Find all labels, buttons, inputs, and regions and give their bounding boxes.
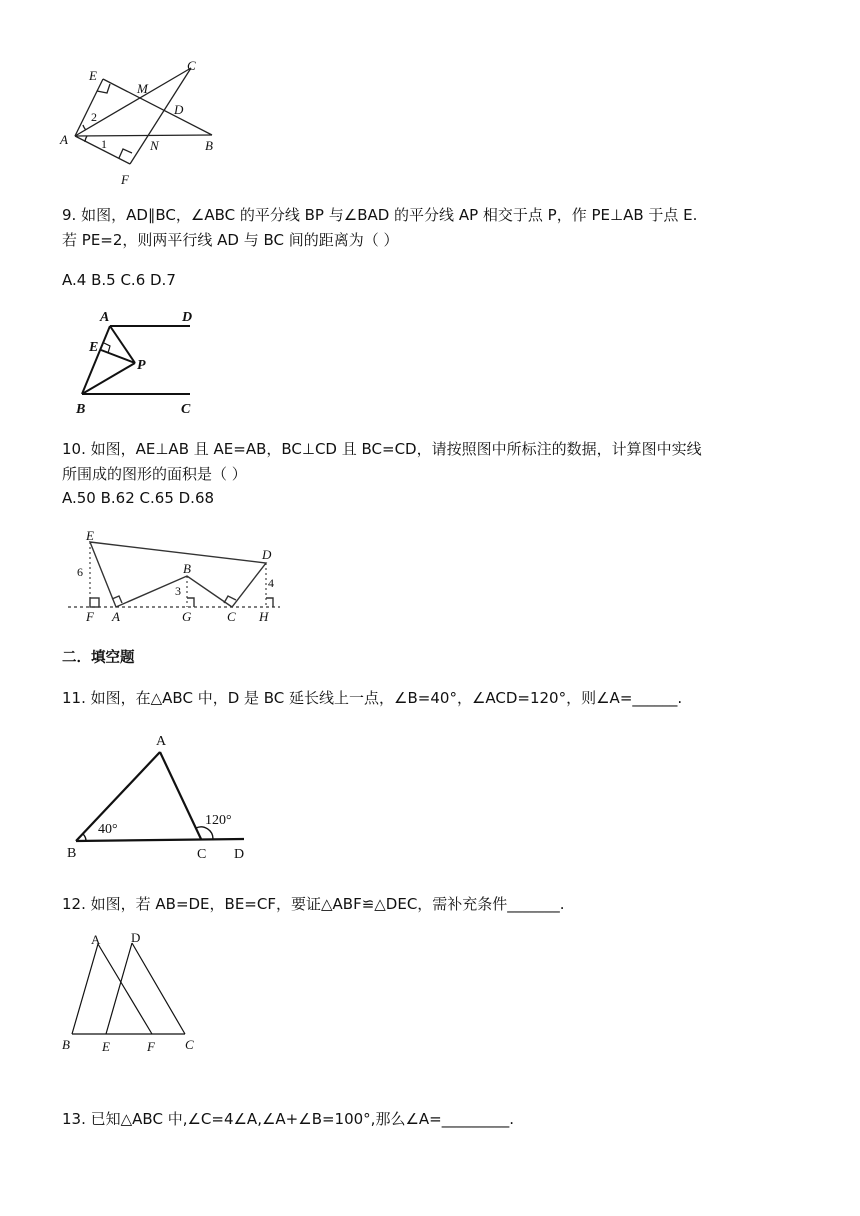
label-D: D [182,310,193,325]
label-B: B [183,561,191,576]
label-E: E [89,68,97,83]
label-F: F [86,609,94,624]
angle-ACD-label: 120° [205,813,232,828]
label-A: A [112,609,120,624]
label-E: E [102,1039,110,1054]
label-A: A [91,932,101,947]
label-B: B [62,1037,70,1052]
label-A: A [60,132,68,147]
question-12: 12. 如图，若 AB=DE，BE=CF，要证△ABF≌△DEC，需补充条件_______. [62,895,565,913]
question-11: 11. 如图，在△ABC 中，D 是 BC 延长线上一点，∠B=40°，∠ACD=120°，则∠A=______. [62,689,683,707]
question-10-line-1: 10. 如图，AE⊥AB 且 AE=AB，BC⊥CD 且 BC=CD，请按照图中所标注的数据，计算图中实线 [62,440,702,458]
figure-q10 [66,525,286,625]
label-4: 4 [268,576,274,590]
label-B: B [76,402,86,417]
label-D: D [131,930,141,945]
question-10-line-2: 所围成的图形的面积是（ ） [62,465,247,483]
question-9-line-2: 若 PE=2，则两平行线 AD 与 BC 间的距离为（ ） [62,231,399,249]
label-D: D [262,547,272,562]
label-G: G [182,609,192,624]
section-title: 二．填空题 [62,650,135,666]
label-B: B [205,138,213,153]
label-A: A [100,310,110,325]
label-C: C [187,58,196,73]
label-H: H [259,609,269,624]
figure-q11 [62,725,262,865]
label-D: D [234,847,245,862]
label-P: P [137,358,146,373]
label-3: 3 [175,584,181,598]
label-E: E [89,340,99,355]
angle-B-label: 40° [98,822,118,837]
label-F: F [121,172,129,187]
angle-label-1: 1 [101,137,107,151]
question-13: 13. 已知△ABC 中,∠C=4∠A,∠A+∠B=100°,那么∠A=_________. [62,1110,514,1128]
label-C: C [185,1037,194,1052]
label-D: D [174,102,184,117]
label-F: F [147,1039,155,1054]
label-E: E [86,528,94,543]
label-C: C [197,847,207,862]
label-C: C [227,609,236,624]
question-9-line-1: 9. 如图，AD∥BC，∠ABC 的平分线 BP 与∠BAD 的平分线 AP 相交于点 P，作 PE⊥AB 于点 E. [62,206,698,224]
label-6: 6 [77,565,83,579]
label-N: N [150,138,159,153]
label-B: B [67,846,77,861]
figure-q8 [55,58,245,190]
label-M: M [137,81,148,96]
question-10-options: A.50 B.62 C.65 D.68 [62,489,215,507]
figure-q9 [68,305,208,420]
figure-q12 [58,930,208,1060]
label-C: C [181,402,191,417]
angle-label-2: 2 [91,110,97,124]
label-A: A [156,734,167,749]
question-9-options: A.4 B.5 C.6 D.7 [62,271,176,289]
